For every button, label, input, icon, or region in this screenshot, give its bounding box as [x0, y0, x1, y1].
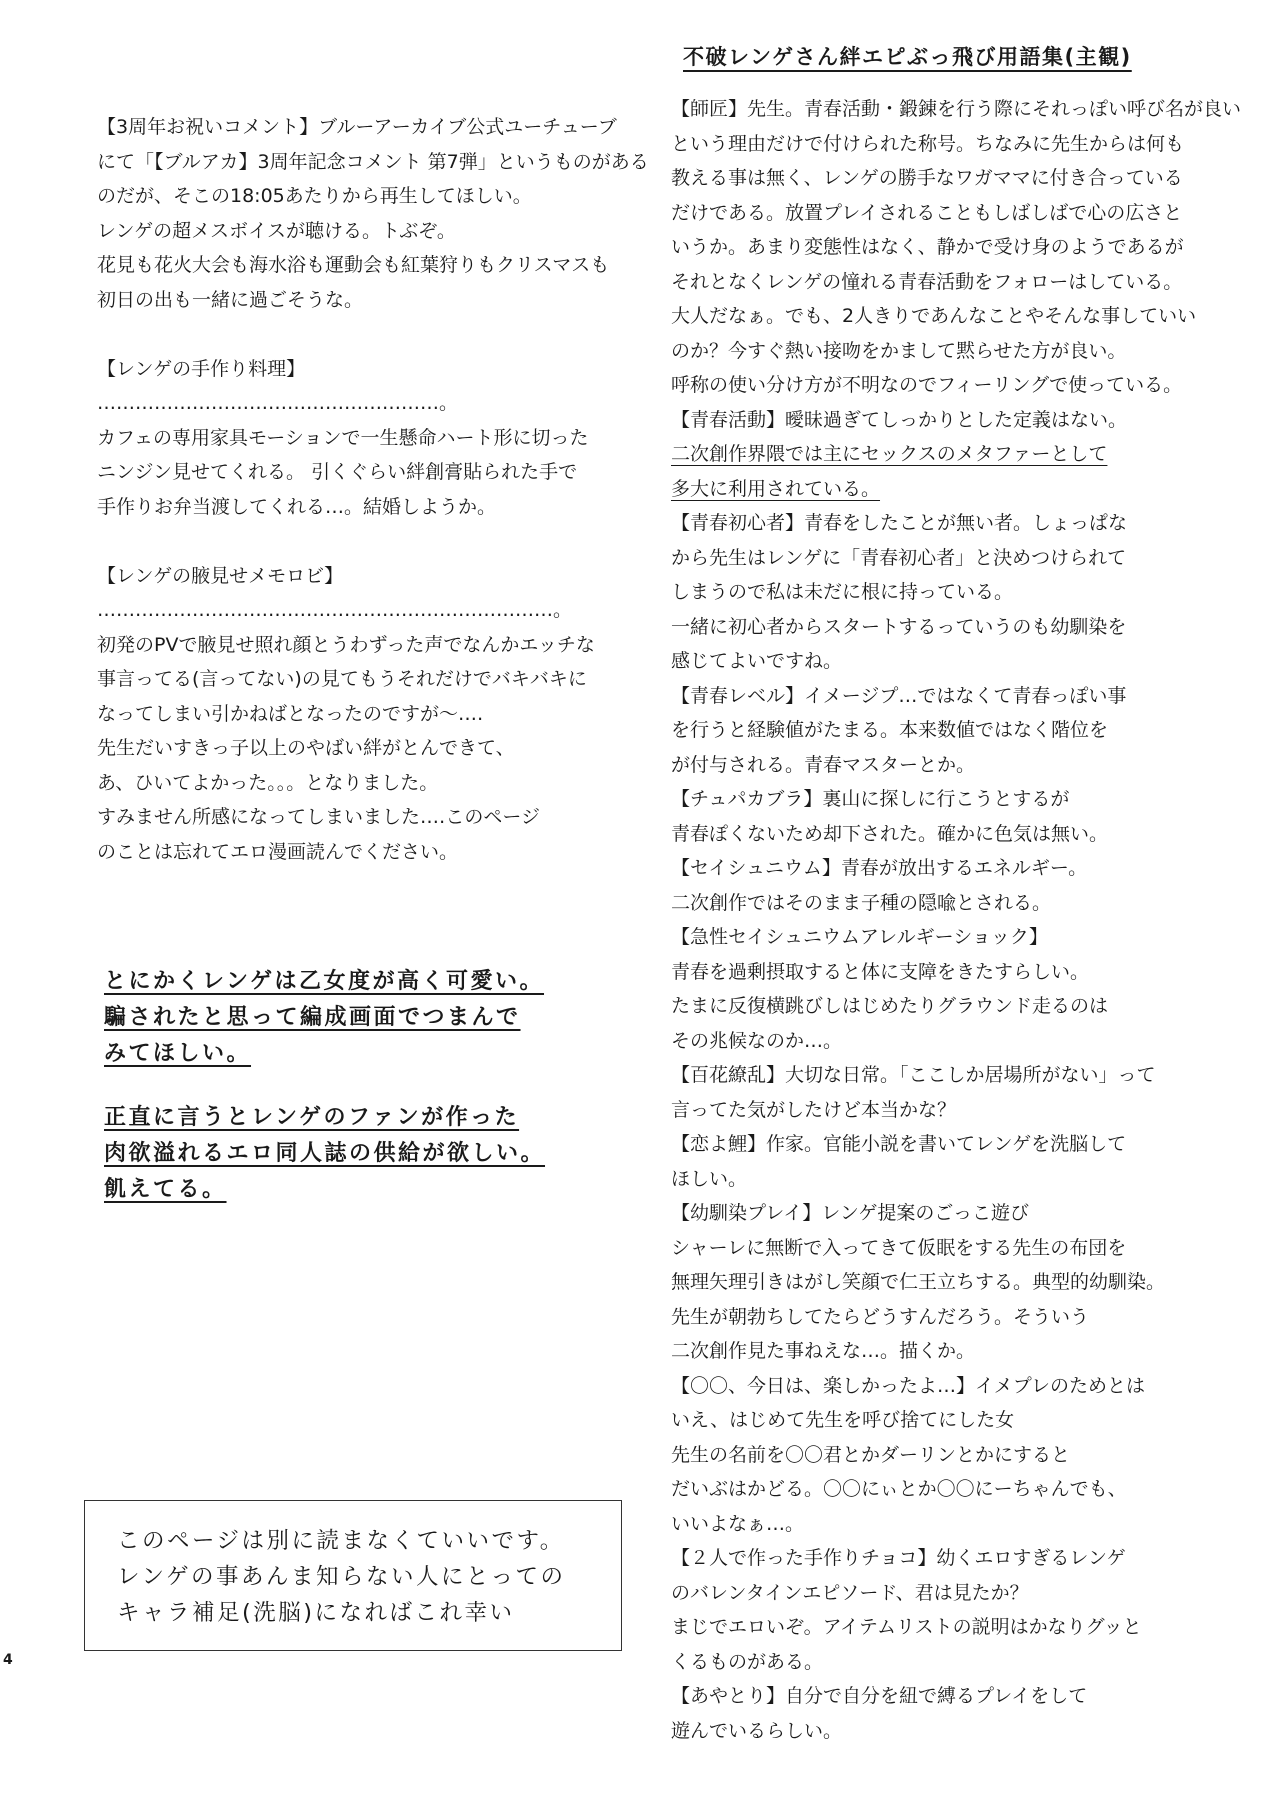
text-line: のだが、そこの18:05あたりから再生してほしい。	[97, 185, 532, 207]
glossary-line: その兆候なのか…。	[671, 1029, 843, 1052]
text-line: のことは忘れてエロ漫画読んでください。	[97, 840, 459, 863]
text-line: あ、ひいてよかった。。。となりました。	[97, 771, 439, 794]
glossary-line: 【セイシュニウム】青春が放出するエネルギー。	[671, 857, 1088, 879]
glossary-line: 【百花繚乱】大切な日常。「ここしか居場所がない」って	[671, 1064, 1156, 1086]
glossary-line: 【急性セイシュニウムアレルギーショック】	[671, 926, 1048, 948]
section-heading: 【レンゲの腋見せメモロビ】	[97, 564, 344, 587]
glossary-line: 呼称の使い分け方が不明なのでフィーリングで使っている。	[671, 374, 1183, 396]
glossary-line: を行うと経験値がたまる。本来数値ではなく階位を	[671, 719, 1109, 741]
text-line: 手作りお弁当渡してくれる…。結婚しようか。	[97, 495, 497, 518]
glossary-line: 教える事は無く、レンゲの勝手なワガママに付き合っている	[671, 167, 1183, 189]
note-line: レンゲの事あんま知らない人にとっての	[117, 1564, 566, 1590]
glossary-line: くるものがある。	[671, 1650, 824, 1673]
emphasis-block-wish	[104, 1100, 664, 1208]
glossary-line: という理由だけで付けられた称号。ちなみに先生からは何も	[671, 132, 1185, 155]
left-column	[97, 110, 657, 869]
text-line: 初日の出も一緒に過ごそうな。	[97, 288, 364, 311]
glossary-title: 不破レンゲさん絆エピぶっ飛び用語集(主観)	[683, 45, 1132, 69]
glossary-line: いいよなぁ…。	[671, 1512, 805, 1535]
glossary-line: 感じてよいですね。	[671, 650, 843, 672]
glossary-line: 一緒に初心者からスタートするっていうのも幼馴染を	[671, 615, 1127, 638]
text-line: 初発のPVで腋見せ照れ顔とうわずった声でなんかエッチな	[97, 633, 595, 656]
emphasis-line: 騙されたと思って編成画面でつまんで	[104, 1005, 521, 1030]
text-line: 【3周年お祝いコメント】ブルーアーカイブ公式ユーチューブ	[97, 116, 617, 138]
emphasis-line: 肉欲溢れるエロ同人誌の供給が欲しい。	[104, 1141, 546, 1166]
glossary-line: のバレンタインエピソード、君は見たか？	[671, 1581, 1029, 1604]
text-line: 事言ってる(言ってない)の見てもうそれだけでバキバキに	[97, 668, 587, 690]
glossary-line: 【恋よ鯉】作家。官能小説を書いてレンゲを洗脳して	[671, 1133, 1127, 1155]
glossary-line: 青春を過剰摂取すると体に支障をきたすらしい。	[671, 960, 1090, 983]
emphasis-line: とにかくレンゲは乙女度が高く可愛い。	[104, 969, 545, 994]
note-box	[84, 1500, 622, 1651]
glossary-line: 【チュパカブラ】裏山に探しに行こうとするが	[671, 788, 1070, 810]
glossary-line: 青春ぽくないため却下された。確かに色気は無い。	[671, 822, 1109, 845]
glossary-line: 言ってた気がしたけど本当かな？	[671, 1098, 957, 1121]
blank-line	[97, 524, 657, 559]
glossary-line: だいぶはかどる。〇〇にぃとか〇〇にーちゃんでも、	[671, 1478, 1127, 1500]
section-heading: 【レンゲの手作り料理】	[97, 357, 306, 380]
glossary-line-underlined: 多大に利用されている。	[671, 477, 881, 500]
note-line: このページは別に読まなくていいです。	[117, 1528, 565, 1554]
emphasis-block-cute	[104, 964, 664, 1072]
glossary-line: が付与される。青春マスターとか。	[671, 753, 976, 776]
page-number: 4	[3, 1652, 13, 1668]
text-line: 先生だいすきっ子以上のやばい絆がとんできて、	[97, 737, 515, 759]
text-line: すみません所感になってしまいました‥‥このページ	[97, 806, 540, 828]
glossary-line: しまうので私は未だに根に持っている。	[671, 581, 1014, 603]
emphasis-line: 正直に言うとレンゲのファンが作った	[104, 1105, 520, 1130]
glossary-line: 二次創作見た事ねえな…。描くか。	[671, 1340, 976, 1362]
text-line: ………………………………………………。	[97, 392, 459, 414]
glossary-line: 【青春活動】曖昧過ぎてしっかりとした定義はない。	[671, 408, 1128, 431]
text-line: ………………………………………………………………。	[97, 599, 573, 621]
glossary-line: 【〇〇、今日は、楽しかったよ…】イメプレのためとは	[671, 1374, 1146, 1397]
glossary-line-underlined: 二次創作界隈では主にセックスのメタファーとして	[671, 443, 1108, 465]
glossary-line: 無理矢理引きはがし笑顔で仁王立ちする。典型的幼馴染。	[671, 1271, 1166, 1293]
glossary-line: だけである。放置プレイされることもしばしばで心の広さと	[671, 201, 1183, 224]
emphasis-line: みてほしい。	[104, 1041, 252, 1066]
glossary-line: から先生はレンゲに「青春初心者」と決めつけられて	[671, 546, 1127, 569]
emphasis-line: 飢えてる。	[104, 1177, 227, 1202]
text-line: 花見も花火大会も海水浴も運動会も紅葉狩りもクリスマスも	[97, 254, 610, 276]
glossary-line: 遊んでいるらしい。	[671, 1719, 843, 1742]
text-line: なってしまい引かねばとなったのですが～‥‥	[97, 702, 484, 725]
glossary-line: それとなくレンゲの憧れる青春活動をフォローはしている。	[671, 270, 1183, 293]
glossary-line: 【青春初心者】青春をしたことが無い者。しょっぱな	[671, 512, 1128, 534]
glossary-line: シャーレに無断で入ってきて仮眠をする先生の布団を	[671, 1236, 1127, 1259]
glossary-line: ほしい。	[671, 1167, 748, 1190]
glossary-line: 【あやとり】自分で自分を紐で縛るプレイをして	[671, 1685, 1088, 1707]
glossary-line: 大人だなぁ。でも、2人きりであんなことやそんな事していい	[671, 305, 1197, 327]
glossary-line: いうか。あまり変態性はなく、静かで受け身のようであるが	[671, 236, 1184, 258]
text-line: ニンジン見せてくれる。 引くぐらい絆創膏貼られた手で	[97, 461, 578, 483]
glossary-line: 【２人で作った手作りチョコ】幼くエロすぎるレンゲ	[671, 1547, 1126, 1569]
text-line: レンゲの超メスボイスが聴ける。トぶぞ。	[97, 219, 456, 242]
glossary-line: のか？今すぐ熱い接吻をかまして黙らせた方が良い。	[671, 339, 1127, 362]
text-line: カフェの専用家具モーションで一生懸命ハート形に切った	[97, 426, 589, 449]
text-line: にて「【ブルアカ】3周年記念コメント 第7弾」というものがある	[97, 150, 649, 173]
glossary-line: まじでエロいぞ。アイテムリストの説明はかなりグッと	[671, 1616, 1142, 1638]
blank-line	[97, 317, 657, 352]
glossary-line: 【青春レベル】イメージプ…ではなくて青春っぽい事	[671, 684, 1127, 707]
glossary-line: 先生の名前を〇〇君とかダーリンとかにすると	[671, 1443, 1071, 1466]
glossary-line: 二次創作ではそのまま子種の隠喩とされる。	[671, 891, 1052, 914]
glossary-line: 【師匠】先生。青春活動・鍛錬を行う際にそれっぽい呼び名が良い	[671, 98, 1242, 120]
glossary-line: たまに反復横跳びしはじめたりグラウンド走るのは	[671, 995, 1109, 1017]
glossary-line: 先生が朝勃ちしてたらどうすんだろう。そういう	[671, 1305, 1090, 1328]
right-column	[671, 40, 1242, 1748]
glossary-line: いえ、はじめて先生を呼び捨てにした女	[671, 1409, 1015, 1431]
note-line: キャラ補足(洗脳)になればこれ幸い	[117, 1600, 515, 1626]
glossary-line: 【幼馴染プレイ】レンゲ提案のごっこ遊び	[671, 1202, 1030, 1224]
